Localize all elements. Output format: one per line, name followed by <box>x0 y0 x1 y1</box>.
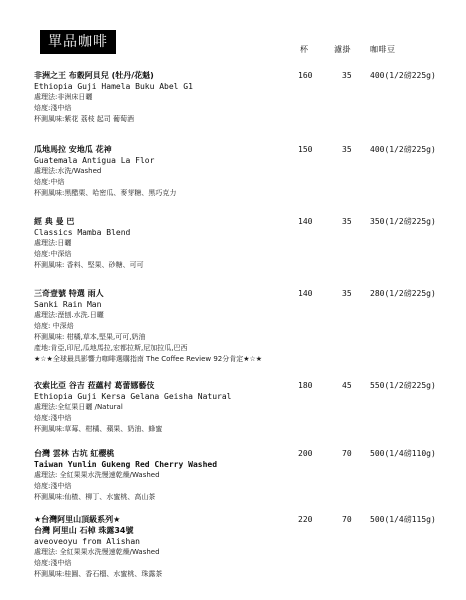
item-name-zh: 經 典 曼 巴 <box>34 217 75 226</box>
item-process: 處理法: 全紅果果水洗慢速乾燥/Washed <box>34 471 160 479</box>
item-name-zh: 衣索比亞 谷吉 菈蘊村 葛蕾娜藝伎 <box>34 381 155 390</box>
price-drip: 35 <box>342 217 352 226</box>
menu-item <box>34 448 454 503</box>
price-bean: 500(1/4磅115g) <box>370 515 436 524</box>
item-process: 處理法:溼刨.水洗.日曬 <box>34 311 104 319</box>
price-drip: 70 <box>342 515 352 524</box>
item-flavor: 杯測風味:草莓、柑橘、蘋果、奶油、蜂蜜 <box>34 425 163 433</box>
price-drip: 45 <box>342 381 352 390</box>
column-header-cup: 杯 <box>300 45 309 54</box>
price-cup: 150 <box>298 145 313 154</box>
price-bean: 550(1/2磅225g) <box>370 381 436 390</box>
item-flavor: 杯測風味:仙楂、柳丁、水蜜桃、高山茶 <box>34 493 156 501</box>
price-drip: 35 <box>342 289 352 298</box>
item-name-zh: 非洲之王 布穀阿貝兒 (牡丹/花魁) <box>34 71 154 80</box>
page-title: 單品咖啡 <box>40 30 116 54</box>
price-bean: 280(1/2磅225g) <box>370 289 436 298</box>
item-flavor: 杯測風味:黑醋栗、哈密瓜、麥芽糖、黑巧克力 <box>34 189 177 197</box>
price-drip: 35 <box>342 145 352 154</box>
item-roast: 焙度:中深焙 <box>34 250 72 258</box>
item-roast: 焙度:淺中焙 <box>34 482 72 490</box>
price-cup: 140 <box>298 217 313 226</box>
item-flavor: 杯測風味: 柑橘,草本,堅果,可可,奶油 <box>34 333 146 341</box>
item-name-en: Sanki Rain Man <box>34 300 102 309</box>
item-process: 處理法:全紅果日曬 /Natural <box>34 403 123 411</box>
menu-item <box>34 288 454 365</box>
price-cup: 180 <box>298 381 313 390</box>
price-cup: 160 <box>298 71 313 80</box>
item-roast: 焙度: 中深焙 <box>34 322 74 330</box>
item-process: 處理法: 全紅果果水洗慢速乾燥/Washed <box>34 548 160 556</box>
price-bean: 400(1/2磅225g) <box>370 145 436 154</box>
item-name-zh: 三奇壹號 特選 雨人 <box>34 289 104 298</box>
item-name-en: Classics Mamba Blend <box>34 228 131 237</box>
item-process: 處理法:非洲床日曬 <box>34 93 93 101</box>
item-name-en: Ethiopia Guji Hamela Buku Abel G1 <box>34 82 193 91</box>
item-flavor: 杯測風味: 香料、堅果、砂糖、可可 <box>34 261 144 269</box>
price-cup: 220 <box>298 515 313 524</box>
menu-item <box>34 144 454 199</box>
item-origin: 產地:肯亞,印尼,瓜地馬拉,宏都拉斯,尼加拉瓜,巴西 <box>34 344 188 352</box>
price-bean: 350(1/2磅225g) <box>370 217 436 226</box>
price-drip: 70 <box>342 449 352 458</box>
item-process: 處理法:日曬 <box>34 239 72 247</box>
price-bean: 400(1/2磅225g) <box>370 71 436 80</box>
item-name-en: Guatemala Antigua La Flor <box>34 156 155 165</box>
item-roast: 焙度:淺中焙 <box>34 104 72 112</box>
item-flavor: 杯測風味:紫花 荔枝 起司 葡萄酒 <box>34 115 135 123</box>
item-roast: 焙度:淺中焙 <box>34 414 72 422</box>
price-bean: 500(1/4磅110g) <box>370 449 436 458</box>
column-header-drip: 濾掛 <box>334 45 351 54</box>
menu-item <box>34 514 454 580</box>
item-name-en: Ethiopia Guji Kersa Gelana Geisha Natural <box>34 392 232 401</box>
series-label: ★台灣阿里山頂級系列★ <box>34 515 121 524</box>
price-cup: 200 <box>298 449 313 458</box>
item-name-zh: 台灣 阿里山 石棹 珠露34號 <box>34 526 134 535</box>
item-name-en: Taiwan Yunlin Gukeng Red Cherry Washed <box>34 460 218 469</box>
item-name-en: aveoveoyu from Alishan <box>34 537 140 546</box>
item-flavor: 杯測風味:桂圓、香石榴、水蜜桃、珠露茶 <box>34 570 163 578</box>
menu-item <box>34 380 454 435</box>
column-header-bean: 咖啡豆 <box>370 45 396 54</box>
price-drip: 35 <box>342 71 352 80</box>
price-cup: 140 <box>298 289 313 298</box>
item-roast: 焙度:中焙 <box>34 178 65 186</box>
item-roast: 焙度:淺中焙 <box>34 559 72 567</box>
item-review-note: ★☆★全球最具影響力咖啡選購指南 The Coffee Review 92分肯定★☆★ <box>34 355 263 363</box>
item-name-zh: 台灣 雲林 古坑 紅櫻桃 <box>34 449 115 458</box>
item-process: 處理法:水洗/Washed <box>34 167 102 175</box>
menu-item <box>34 70 454 125</box>
item-name-zh: 瓜地馬拉 安地瓜 花神 <box>34 145 112 154</box>
menu-item <box>34 216 454 271</box>
